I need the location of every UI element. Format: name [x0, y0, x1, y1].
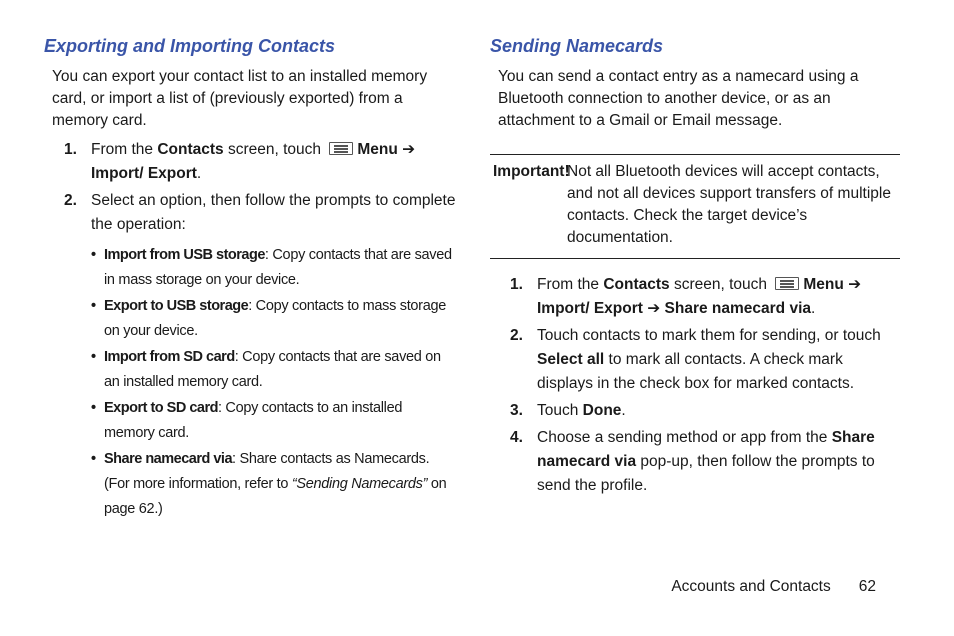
list-item: • Export to SD card: Copy contacts to an installed memory card. — [91, 400, 403, 441]
cross-reference-link[interactable]: “Sending Namecards” — [291, 476, 428, 492]
intro-paragraph: You can send a contact entry as a namecard using a Bluetooth connection to another device, or as an attachment to a Gmail or Email message. — [498, 68, 859, 129]
important-note — [490, 154, 900, 259]
page-footer — [671, 578, 876, 596]
intro-paragraph: You can export your contact list to an installed memory card, or import a list of (previously exported) from a memory card. — [52, 68, 428, 129]
important-label: Important! — [493, 163, 570, 180]
step-3: 3. Touch Done. — [510, 402, 626, 419]
list-item: • Import from SD card: Copy contacts that are saved on an installed memory card. — [91, 349, 441, 390]
step-2: 2. Select an option, then follow the prompts to complete the operation: — [64, 192, 456, 233]
step-1: 1. From the Contacts screen, touch Menu ➔ Import/ Export ➔ Share namecard via. — [510, 276, 862, 317]
left-column — [44, 34, 456, 523]
menu-icon — [775, 277, 799, 290]
section-heading-export-import: Exporting and Importing Contacts — [44, 36, 335, 56]
menu-icon — [329, 142, 353, 155]
steps-list — [44, 138, 456, 237]
footer-section-title: Accounts and Contacts — [671, 578, 831, 595]
list-item: • Import from USB storage: Copy contacts that are saved in mass storage on your device. — [91, 247, 452, 288]
options-list — [44, 243, 456, 522]
important-text: Not all Bluetooth devices will accept contacts, and not all devices support transfers of multiple contacts. Check the target device’s documentation. — [567, 163, 891, 246]
page-number: 62 — [858, 578, 876, 595]
step-2: 2. Touch contacts to mark them for sending, or touch Select all to mark all contacts. A check mark displays in the check box for marked contacts. — [510, 327, 881, 392]
list-item: • Export to USB storage: Copy contacts to mass storage on your device. — [91, 298, 447, 339]
list-item: • Share namecard via: Share contacts as Namecards. (For more information, refer to “Sending Namecards” on page 62.) — [91, 451, 447, 517]
right-column — [490, 34, 900, 501]
section-heading-sending-namecards: Sending Namecards — [490, 36, 664, 56]
step-1: 1. From the Contacts screen, touch Menu ➔ Import/ Export. — [64, 141, 416, 182]
step-4: 4. Choose a sending method or app from the Share namecard via pop-up, then follow the prompts to send the profile. — [510, 429, 875, 494]
steps-list — [490, 273, 900, 498]
